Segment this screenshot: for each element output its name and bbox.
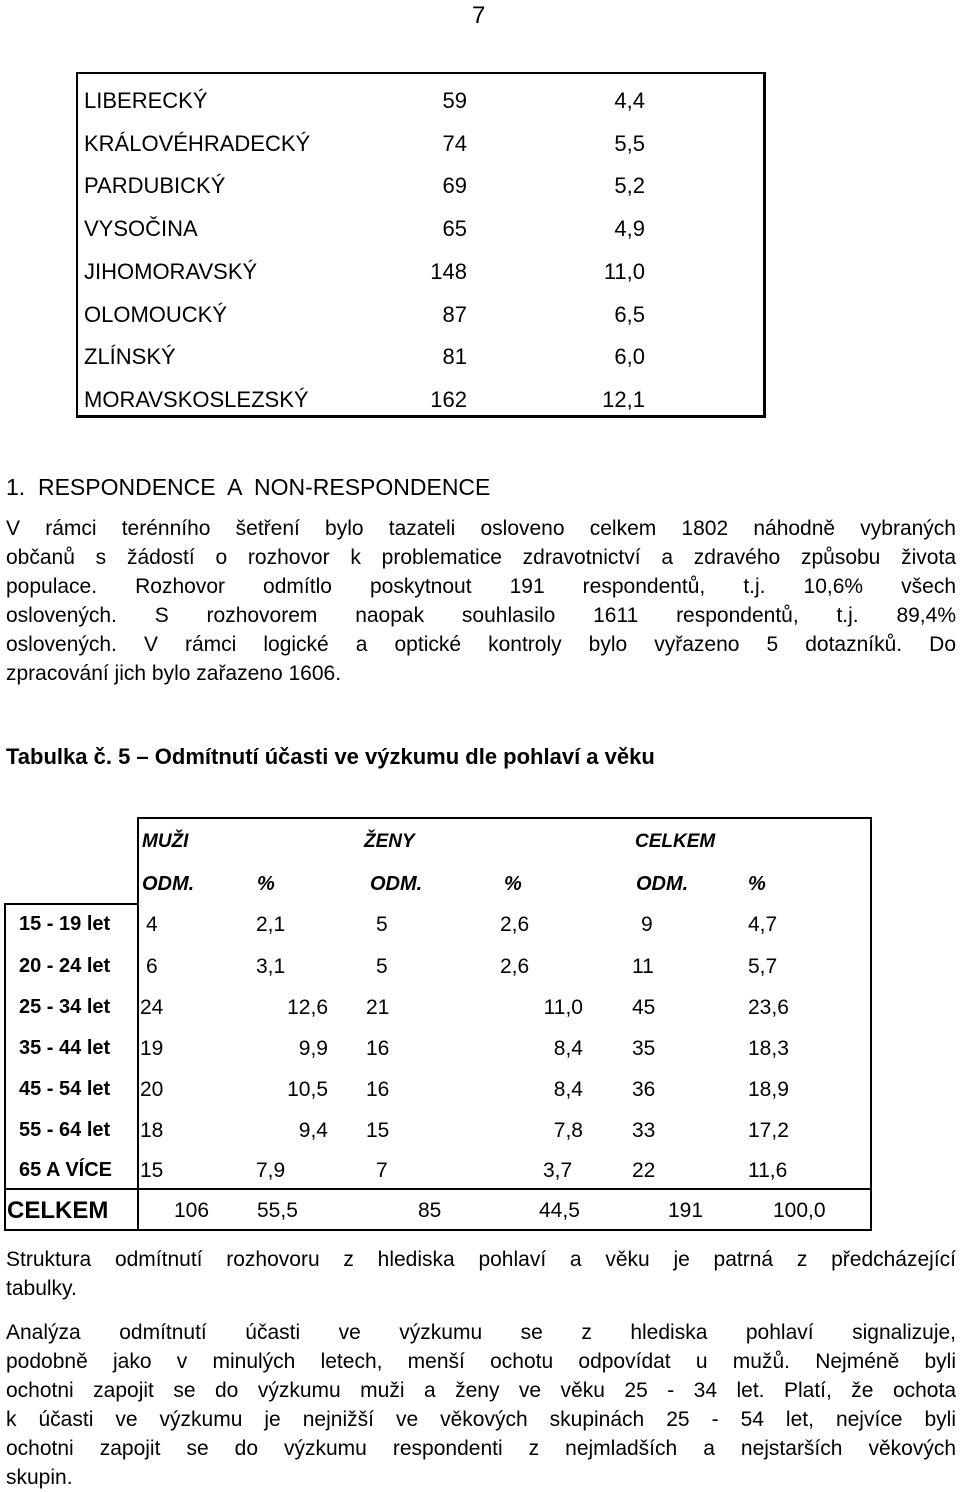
table-cell: 9,4 — [298, 1119, 328, 1142]
region-count: 59 — [442, 88, 467, 113]
age-group-label: 15 - 19 let — [19, 913, 111, 935]
table-cell: 18 — [140, 1119, 164, 1142]
region-row — [78, 173, 763, 215]
region-table — [76, 72, 766, 418]
table-cell: 20 — [140, 1078, 164, 1101]
region-percent: 12,1 — [602, 386, 645, 412]
table-gridline — [137, 817, 139, 1231]
region-name: LIBERECKÝ — [84, 88, 208, 113]
table-cell: 2,1 — [256, 913, 286, 936]
table-cell: 6 — [146, 955, 158, 978]
table-cell: 4 — [146, 913, 158, 936]
table-cell: 7 — [376, 1159, 388, 1182]
paragraph-line: oslovených. V rámci logické a optické kontroly bylo vyřazeno 5 dotazníků. Do — [6, 633, 956, 656]
table-cell: 12,6 — [287, 996, 328, 1019]
region-percent: 5,5 — [614, 130, 645, 156]
region-name: ZLÍNSKÝ — [84, 344, 176, 370]
table-cell: 10,5 — [287, 1078, 328, 1101]
region-row — [78, 387, 763, 429]
region-percent: 6,5 — [614, 301, 645, 327]
table-cell: 3,7 — [543, 1159, 573, 1182]
region-row — [78, 131, 763, 173]
region-name: PARDUBICKÝ — [84, 173, 226, 199]
table-cell: 2,6 — [500, 913, 530, 936]
paragraph-line: ochotni zapojit se do výzkumu muži a ženy ve věku 25 - 34 let. Platí, že ochota — [6, 1379, 956, 1402]
paragraph-line: Struktura odmítnutí rozhovoru z hlediska pohlaví a věku je patrná z předcházející — [6, 1248, 956, 1271]
age-group-label: 55 - 64 let — [19, 1119, 111, 1141]
total-cell: 100,0 — [773, 1199, 826, 1222]
total-cell: 55,5 — [257, 1199, 298, 1222]
table-caption: Tabulka č. 5 – Odmítnutí účasti ve výzkumu dle pohlaví a věku — [6, 744, 655, 769]
region-count: 87 — [442, 301, 467, 327]
table-cell: 16 — [366, 1037, 390, 1060]
refusal-age-table — [4, 817, 872, 1231]
region-percent: 11,0 — [603, 258, 645, 284]
region-name: OLOMOUCKÝ — [84, 301, 228, 327]
region-percent: 4,9 — [614, 216, 645, 242]
region-row — [78, 259, 763, 301]
paragraph-response — [6, 514, 956, 688]
region-count: 148 — [430, 258, 467, 284]
column-group-header: ŽENY — [364, 831, 415, 852]
table-cell: 9 — [641, 913, 653, 936]
age-group-label: 35 - 44 let — [19, 1037, 111, 1059]
column-subheader: % — [748, 873, 766, 895]
column-subheader: ODM. — [142, 873, 195, 895]
column-subheader: % — [504, 873, 522, 895]
table-cell: 24 — [140, 996, 164, 1019]
table-gridline — [4, 1188, 872, 1190]
age-group-label: 45 - 54 let — [19, 1078, 111, 1100]
region-row — [78, 88, 763, 130]
table-cell: 7,9 — [256, 1159, 286, 1182]
table-cell: 21 — [366, 996, 390, 1019]
region-name: KRÁLOVÉHRADECKÝ — [84, 130, 311, 156]
table-cell: 11 — [632, 955, 654, 978]
table-cell: 17,2 — [748, 1119, 789, 1142]
region-count: 162 — [430, 386, 467, 412]
table-cell: 23,6 — [748, 996, 789, 1019]
paragraph-line: populace. Rozhovor odmítlo poskytnout 191 respondentů, t.j. 10,6% všech — [6, 575, 956, 598]
table-gridline — [870, 817, 872, 1231]
table-cell: 5 — [376, 913, 388, 936]
paragraph-line: občanů s žádostí o rozhovor k problematice zdravotnictví a zdravého způsobu života — [6, 546, 956, 569]
paragraph-line: zpracování jich bylo zařazeno 1606. — [6, 662, 342, 685]
region-count: 65 — [442, 216, 467, 242]
table-cell: 5,7 — [748, 955, 778, 978]
table-cell: 3,1 — [256, 955, 286, 978]
table-cell: 18,9 — [748, 1078, 789, 1101]
table-cell: 36 — [632, 1078, 656, 1101]
total-cell: 191 — [668, 1199, 704, 1222]
table-cell: 33 — [632, 1119, 656, 1142]
paragraph-analysis — [6, 1318, 956, 1492]
region-count: 81 — [442, 344, 467, 370]
table-cell: 22 — [632, 1159, 656, 1182]
paragraph-line: V rámci terénního šetření bylo tazateli osloveno celkem 1802 náhodně vybraných — [6, 517, 956, 540]
region-row — [78, 216, 763, 258]
region-name: JIHOMORAVSKÝ — [84, 258, 258, 284]
table-cell: 2,6 — [500, 955, 530, 978]
table-cell: 45 — [632, 996, 656, 1019]
table-cell: 7,8 — [553, 1119, 583, 1142]
total-cell: 85 — [418, 1199, 442, 1222]
table-cell: 11,0 — [543, 996, 583, 1019]
table-gridline — [4, 903, 139, 905]
paragraph-line: Analýza odmítnutí účasti ve výzkumu se z hlediska pohlaví signalizuje, — [6, 1321, 956, 1344]
table-cell: 15 — [366, 1119, 390, 1142]
column-group-header: MUŽI — [142, 831, 189, 852]
paragraph-line: k účasti ve výzkumu je nejnižší ve věkových skupinách 25 - 54 let, nejvíce byli — [6, 1408, 956, 1431]
total-label: CELKEM — [7, 1197, 109, 1224]
page-number: 7 — [472, 2, 486, 29]
region-percent: 5,2 — [614, 173, 645, 199]
region-count: 74 — [442, 130, 467, 156]
age-group-label: 25 - 34 let — [19, 996, 111, 1018]
region-percent: 6,0 — [614, 344, 645, 370]
region-count: 69 — [442, 173, 467, 199]
table-cell: 8,4 — [553, 1078, 583, 1101]
paragraph-line: skupin. — [6, 1466, 73, 1489]
table-cell: 18,3 — [748, 1037, 789, 1060]
region-row — [78, 302, 763, 344]
paragraph-line: tabulky. — [6, 1277, 77, 1300]
region-name: MORAVSKOSLEZSKÝ — [84, 386, 309, 412]
table-cell: 11,6 — [748, 1159, 788, 1182]
section-heading: 1. RESPONDENCE A NON-RESPONDENCE — [6, 474, 491, 500]
table-cell: 8,4 — [553, 1037, 583, 1060]
table-cell: 4,7 — [748, 913, 778, 936]
column-subheader: ODM. — [636, 873, 689, 895]
paragraph-structure — [6, 1245, 956, 1303]
region-row — [78, 344, 763, 386]
paragraph-line: ochotni zapojit se do výzkumu respondenti z nejmladších a nejstarších věkových — [6, 1437, 956, 1460]
region-percent: 4,4 — [614, 88, 645, 113]
total-cell: 106 — [174, 1199, 210, 1222]
total-cell: 44,5 — [539, 1199, 580, 1222]
paragraph-line: oslovených. S rozhovorem naopak souhlasilo 1611 respondentů, t.j. 89,4% — [6, 604, 956, 627]
table-cell: 19 — [140, 1037, 164, 1060]
paragraph-line: podobně jako v minulých letech, menší ochotu odpovídat u mužů. Nejméně byli — [6, 1350, 956, 1373]
table-cell: 15 — [140, 1159, 164, 1182]
age-group-label: 65 A VÍCE — [19, 1159, 112, 1181]
table-cell: 5 — [376, 955, 388, 978]
table-cell: 35 — [632, 1037, 656, 1060]
table-gridline — [4, 903, 6, 1231]
table-gridline — [4, 1229, 872, 1231]
column-subheader: ODM. — [370, 873, 423, 895]
table-gridline — [137, 817, 872, 819]
region-name: VYSOČINA — [84, 216, 198, 242]
table-cell: 16 — [366, 1078, 390, 1101]
age-group-label: 20 - 24 let — [19, 955, 111, 977]
column-group-header: CELKEM — [635, 831, 716, 852]
table-cell: 9,9 — [298, 1037, 328, 1060]
column-subheader: % — [257, 873, 275, 895]
